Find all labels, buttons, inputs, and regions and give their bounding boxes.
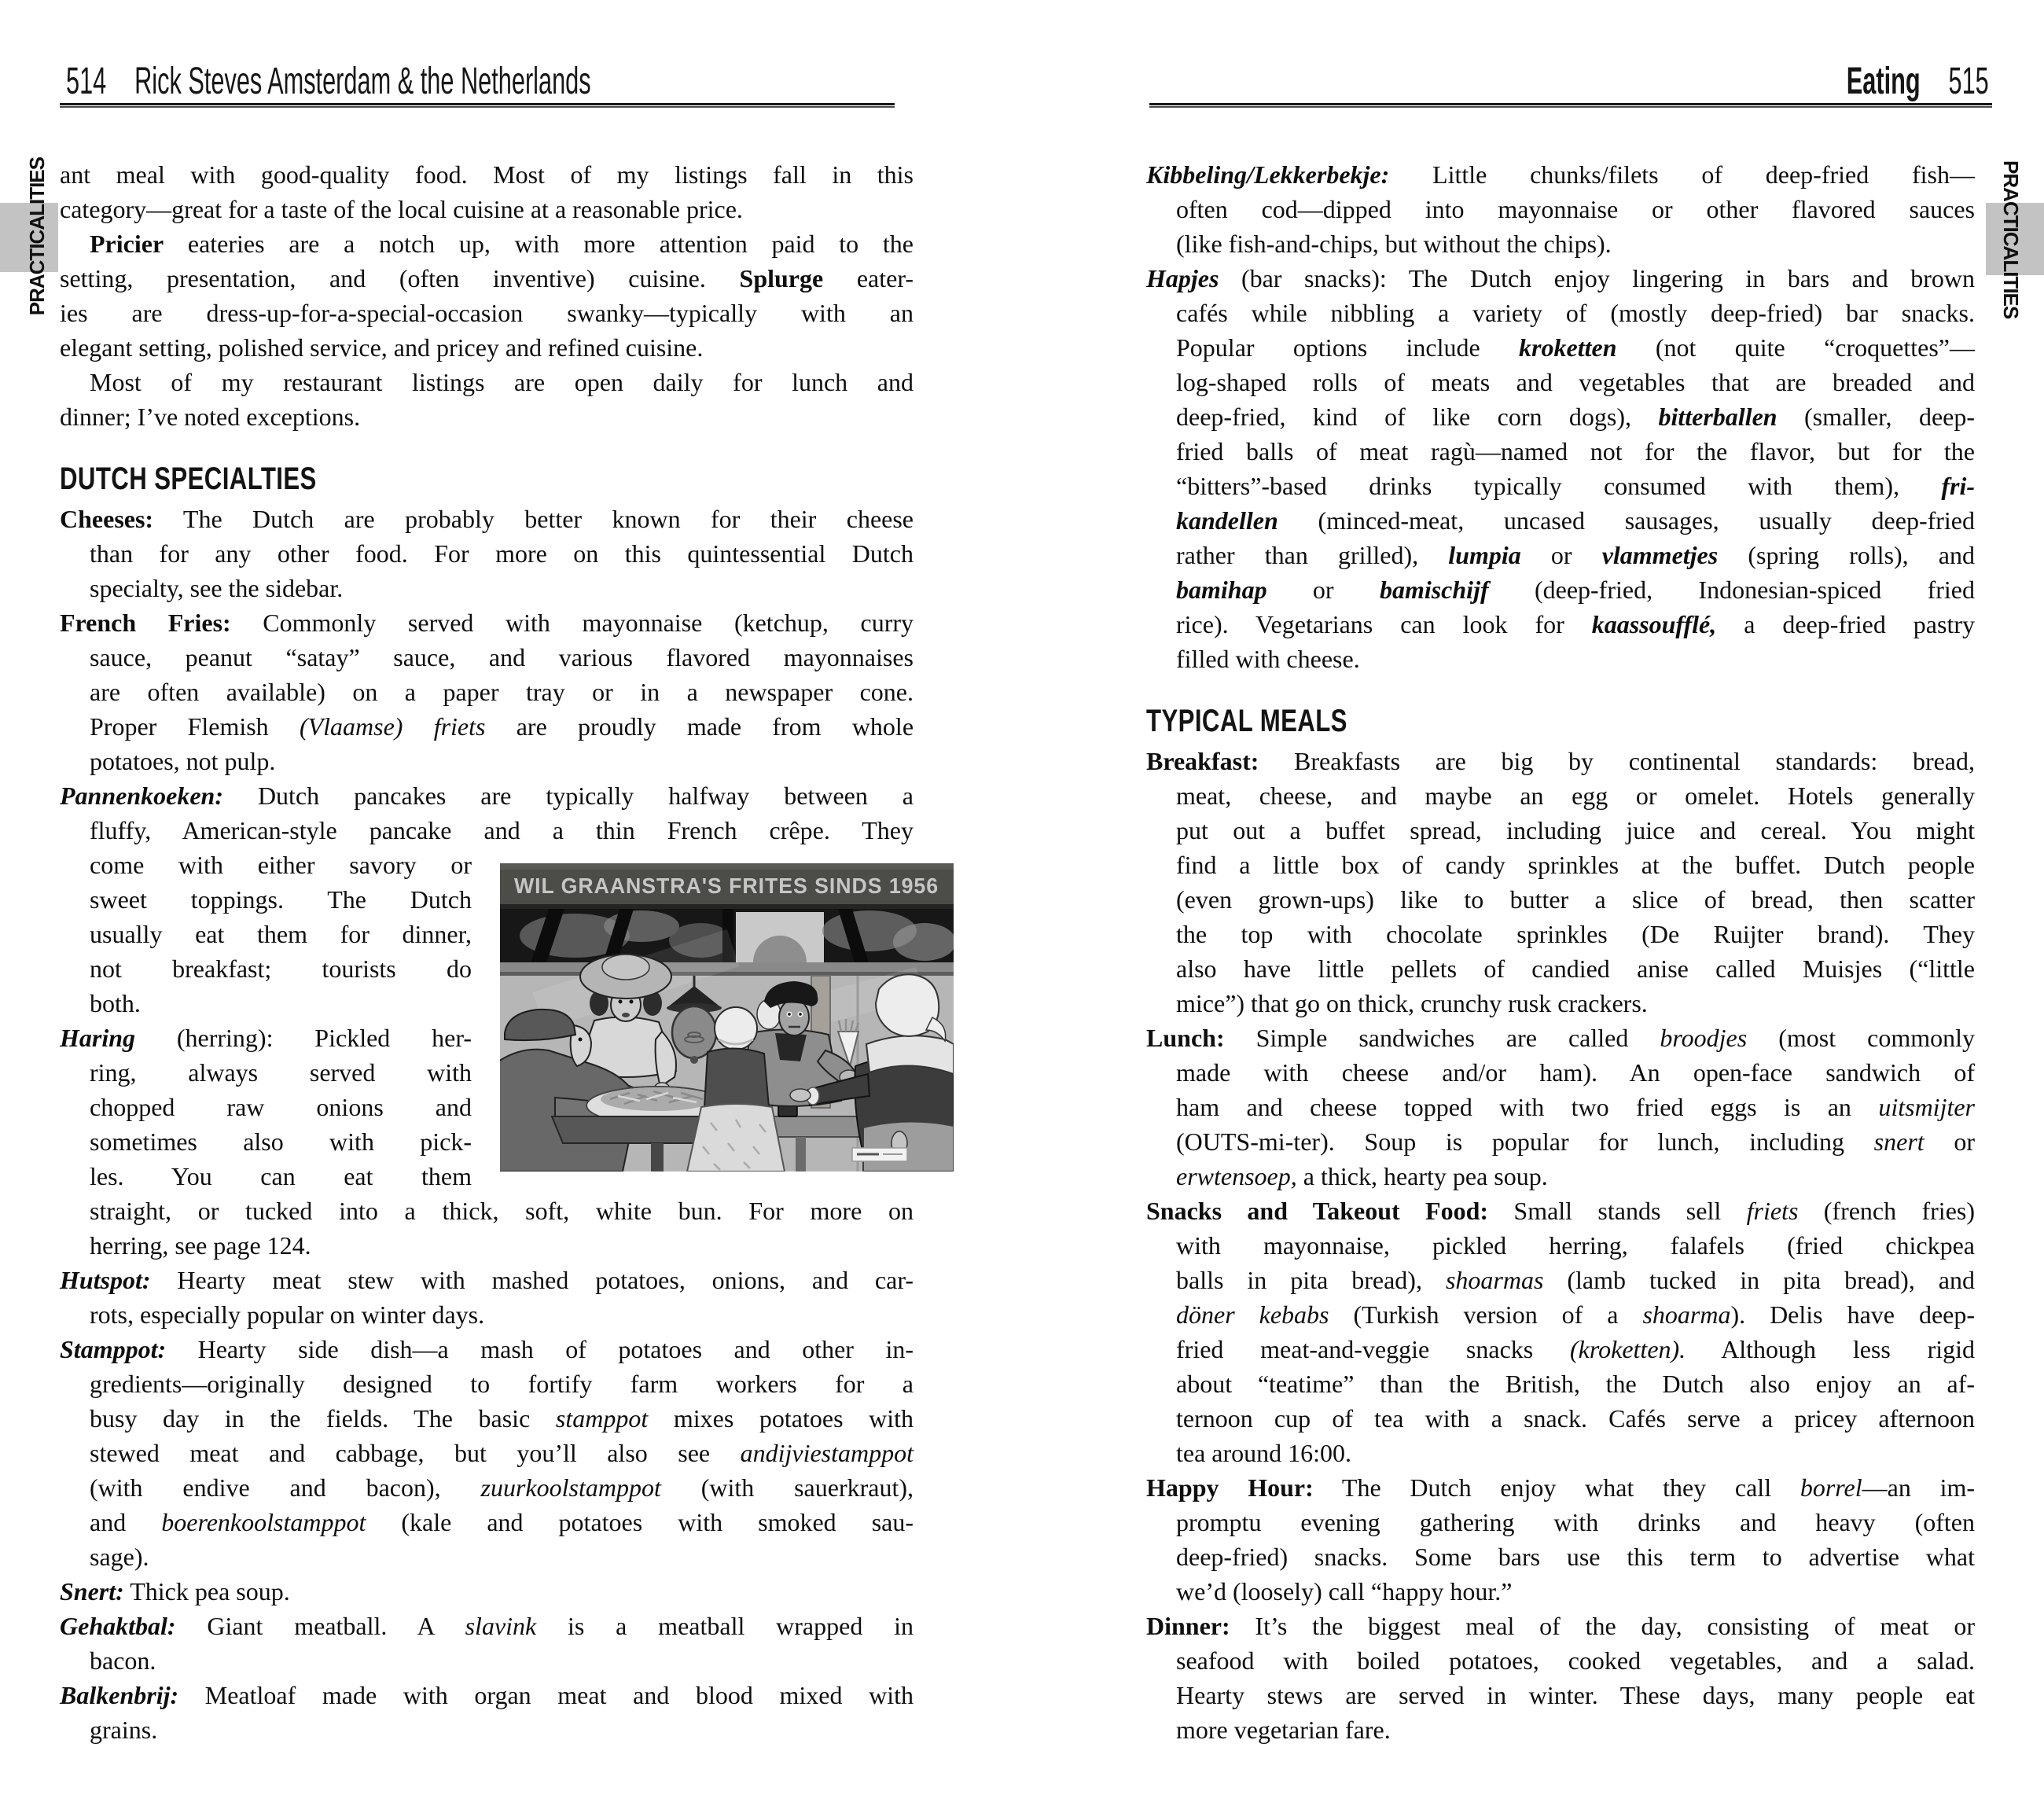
text-line: (OUTS-mi-ter). Soup is popular for lunch, including snert or — [1176, 1127, 1976, 1156]
text-line: Snert: Thick pea soup. — [60, 1577, 290, 1606]
text-line: also have little pellets of candied anise called Muisjes (“little — [1176, 954, 1975, 983]
frites-stand-illustration — [500, 863, 954, 1171]
text-line: Most of my restaurant listings are open daily for lunch and — [90, 368, 914, 396]
text-line: ternoon cup of tea with a snack. Cafés serve a pricey afternoon — [1176, 1404, 1975, 1433]
text-line: Happy Hour: The Dutch enjoy what they call borrel—an im- — [1146, 1473, 1976, 1502]
text-line: Snacks and Takeout Food: Small stands sell friets (french fries) — [1146, 1197, 1976, 1225]
text-line: put out a buffet spread, including juice and cereal. You might — [1176, 816, 1975, 844]
text-line: stewed meat and cabbage, but you’ll also see andijviestamppot — [90, 1439, 914, 1467]
text-line: (with endive and bacon), zuurkoolstamppot (with sauerkraut), — [90, 1473, 914, 1502]
intro-continued — [60, 157, 914, 226]
text-line: specialty, see the sidebar. — [90, 574, 344, 602]
text-line: than for any other food. For more on this quintessential Dutch — [90, 539, 914, 568]
text-line: bamihap or bamischijf (deep-fried, Indonesian-spiced fried — [1176, 576, 1976, 604]
text-line: fried meat-and-veggie snacks (kroketten). Although less rigid — [1176, 1335, 1976, 1363]
text-line: deep-fried) snacks. Some bars use this term to advertise what — [1176, 1543, 1975, 1571]
text-line: category—great for a taste of the local cuisine at a reasonable price. — [60, 195, 743, 223]
text-line: Hearty stews are served in winter. These days, many people eat — [1176, 1681, 1975, 1709]
text-line: chopped raw onions and — [90, 1093, 472, 1121]
text-line: grains. — [90, 1716, 158, 1744]
left-page-number: 514 — [66, 61, 107, 102]
sign-text: WIL GRAANSTRA'S FRITES SINDS 1956 — [514, 874, 939, 898]
right-page-title: Eating — [1847, 61, 1921, 102]
entry-hapjes — [1146, 261, 1975, 676]
text-line: setting, presentation, and (often inventive) cuisine. Splurge eater- — [60, 264, 914, 292]
text-line: promptu evening gathering with drinks and heavy (often — [1176, 1508, 1975, 1536]
pricier-splurge-paragraph — [60, 226, 914, 365]
text-line: döner kebabs (Turkish version of a shoarma). Delis have deep- — [1176, 1300, 1976, 1329]
text-line: come with either savory or — [90, 851, 472, 879]
entry-breakfast — [1146, 744, 1975, 1021]
entry-gehaktbal — [60, 1609, 914, 1678]
text-line: made with cheese and/or ham). An open-face sandwich of — [1176, 1058, 1975, 1087]
left-header-rule — [60, 103, 895, 108]
entry-kibbeling — [1146, 157, 1975, 261]
text-line: Pricier eateries are a notch up, with more attention paid to the — [90, 230, 914, 258]
text-line: cafés while nibbling a variety of (mostly deep-fried) bar snacks. — [1176, 299, 1975, 327]
text-line: kandellen (minced-meat, uncased sausages, usually deep-fried — [1176, 506, 1975, 535]
text-line: ring, always served with — [90, 1058, 472, 1087]
text-line: often cod—dipped into mayonnaise or other flavored sauces — [1176, 195, 1975, 223]
text-line: gredients—originally designed to fortify farm workers for a — [90, 1370, 914, 1398]
text-line: potatoes, not pulp. — [90, 747, 276, 775]
text-line: tea around 16:00. — [1176, 1439, 1352, 1467]
frites-stand-svg — [500, 863, 954, 1171]
text-line: Gehaktbal: Giant meatball. A slavink is a meatball wrapped in — [60, 1612, 914, 1640]
text-line: about “teatime” than the British, the Dutch also enjoy an af- — [1176, 1370, 1975, 1398]
text-line: usually eat them for dinner, — [90, 920, 472, 948]
text-line: the top with chocolate sprinkles (De Ruijter brand). They — [1176, 920, 1975, 948]
text-line: log-shaped rolls of meats and vegetables that are breaded and — [1176, 368, 1975, 396]
text-line: find a little box of candy sprinkles at the buffet. Dutch people — [1176, 851, 1975, 879]
text-line: Stamppot: Hearty side dish—a mash of potatoes and other in- — [60, 1335, 914, 1363]
text-line: with mayonnaise, pickled herring, falafels (fried chickpea — [1176, 1231, 1975, 1260]
right-header-rule — [1149, 103, 1992, 108]
entry-french-fries — [60, 605, 914, 778]
listings-paragraph — [60, 365, 914, 434]
left-tab-label: PRACTICALITIES — [25, 157, 49, 316]
text-line: elegant setting, polished service, and pricey and refined cuisine. — [60, 333, 704, 362]
text-line: more vegetarian fare. — [1176, 1716, 1391, 1744]
text-line: ies are dress-up-for-a-special-occasion swanky—typically with an — [60, 299, 914, 327]
text-line: deep-fried, kind of like corn dogs), bitterballen (smaller, deep- — [1176, 403, 1976, 431]
entry-cheeses — [60, 502, 914, 605]
left-page-title: Rick Steves Amsterdam & the Netherlands — [134, 61, 591, 102]
text-line: Proper Flemish (Vlaamse) friets are proudly made from whole — [90, 712, 914, 741]
text-line: and boerenkoolstamppot (kale and potatoes with smoked sau- — [90, 1508, 914, 1536]
text-line: les. You can eat them — [90, 1162, 472, 1190]
text-line: Balkenbrij: Meatloaf made with organ meat and blood mixed with — [60, 1681, 914, 1709]
section-heading: TYPICAL MEALS — [1146, 704, 1347, 738]
text-line: fried balls of meat ragù—named not for the flavor, but for the — [1176, 437, 1975, 465]
text-line: filled with cheese. — [1176, 645, 1360, 673]
text-line: mice”) that go on thick, crunchy rusk crackers. — [1176, 989, 1648, 1017]
text-line: Breakfast: Breakfasts are big by continental standards: bread, — [1146, 747, 1975, 775]
text-line: Haring (herring): Pickled her- — [60, 1024, 472, 1052]
text-line: Cheeses: The Dutch are probably better known for their cheese — [60, 505, 914, 533]
text-line: balls in pita bread), shoarmas (lamb tucked in pita bread), and — [1176, 1266, 1975, 1294]
text-line: we’d (loosely) call “happy hour.” — [1176, 1577, 1513, 1606]
section-heading: DUTCH SPECIALTIES — [60, 462, 317, 496]
text-line: rots, especially popular on winter days. — [90, 1300, 485, 1329]
text-line: Hutspot: Hearty meat stew with mashed potatoes, onions, and car- — [60, 1266, 914, 1294]
text-line: not breakfast; tourists do — [90, 954, 472, 983]
text-line: bacon. — [90, 1646, 156, 1675]
entry-snacks-takeout — [1146, 1194, 1975, 1470]
text-line: erwtensoep, a thick, hearty pea soup. — [1176, 1162, 1548, 1190]
text-line: French Fries: Commonly served with mayonnaise (ketchup, curry — [60, 609, 914, 637]
text-line: Dinner: It’s the biggest meal of the day, consisting of meat or — [1146, 1612, 1975, 1640]
entry-happy-hour — [1146, 1470, 1975, 1609]
text-line: both. — [90, 989, 141, 1017]
text-line: meat, cheese, and maybe an egg or omelet. Hotels generally — [1176, 782, 1975, 810]
text-line: (even grown-ups) like to butter a slice of bread, then scatter — [1176, 885, 1975, 914]
text-line: ant meal with good-quality food. Most of my listings fall in this — [60, 160, 914, 189]
text-line: rice). Vegetarians can look for kaassoufflé, a deep-fried pastry — [1176, 610, 1976, 638]
text-line: Popular options include kroketten (not quite “croquettes”— — [1176, 333, 1975, 362]
entry-lunch — [1146, 1021, 1975, 1194]
entry-snert — [60, 1574, 914, 1609]
text-line: rather than grilled), lumpia or vlammetjes (spring rolls), and — [1176, 541, 1976, 569]
right-tab-label: PRACTICALITIES — [1999, 160, 2023, 319]
entry-hutspot — [60, 1263, 914, 1332]
text-line: “bitters”-based drinks typically consumed with them), fri- — [1176, 472, 1975, 500]
entry-stamppot — [60, 1332, 914, 1574]
entry-dinner — [1146, 1609, 1975, 1747]
text-line: Hapjes (bar snacks): The Dutch enjoy lingering in bars and brown — [1146, 264, 1975, 292]
entry-balkenbrij — [60, 1678, 914, 1747]
text-line: Pannenkoeken: Dutch pancakes are typically halfway between a — [60, 782, 914, 810]
text-line: busy day in the fields. The basic stamppot mixes potatoes with — [90, 1404, 914, 1433]
text-line: (like fish-and-chips, but without the chips). — [1176, 230, 1612, 258]
text-line: fluffy, American-style pancake and a thin French crêpe. They — [90, 816, 914, 844]
text-line: sometimes also with pick- — [90, 1127, 472, 1156]
text-line: dinner; I’ve noted exceptions. — [60, 403, 361, 431]
text-line: Kibbeling/Lekkerbekje: Little chunks/filets of deep-fried fish— — [1146, 160, 1975, 189]
text-line: straight, or tucked into a thick, soft, white bun. For more on — [90, 1197, 914, 1225]
right-page-body — [1146, 157, 1975, 1747]
text-line: sweet toppings. The Dutch — [90, 885, 472, 914]
text-line: herring, see page 124. — [90, 1231, 311, 1260]
right-page-header — [1847, 60, 1989, 104]
text-line: sauce, peanut “satay” sauce, and various flavored mayonnaises — [90, 643, 914, 671]
mural-label — [852, 1148, 907, 1161]
left-page-header — [66, 60, 591, 104]
text-line: sage). — [90, 1543, 149, 1571]
text-line: Lunch: Simple sandwiches are called broodjes (most commonly — [1146, 1024, 1976, 1052]
text-line: seafood with boiled potatoes, cooked vegetables, and a salad. — [1176, 1646, 1975, 1675]
text-line: are often available) on a paper tray or in a newspaper cone. — [90, 678, 914, 706]
text-line: ham and cheese topped with two fried eggs is an uitsmijter — [1176, 1093, 1975, 1121]
right-page-number: 515 — [1948, 61, 1989, 102]
